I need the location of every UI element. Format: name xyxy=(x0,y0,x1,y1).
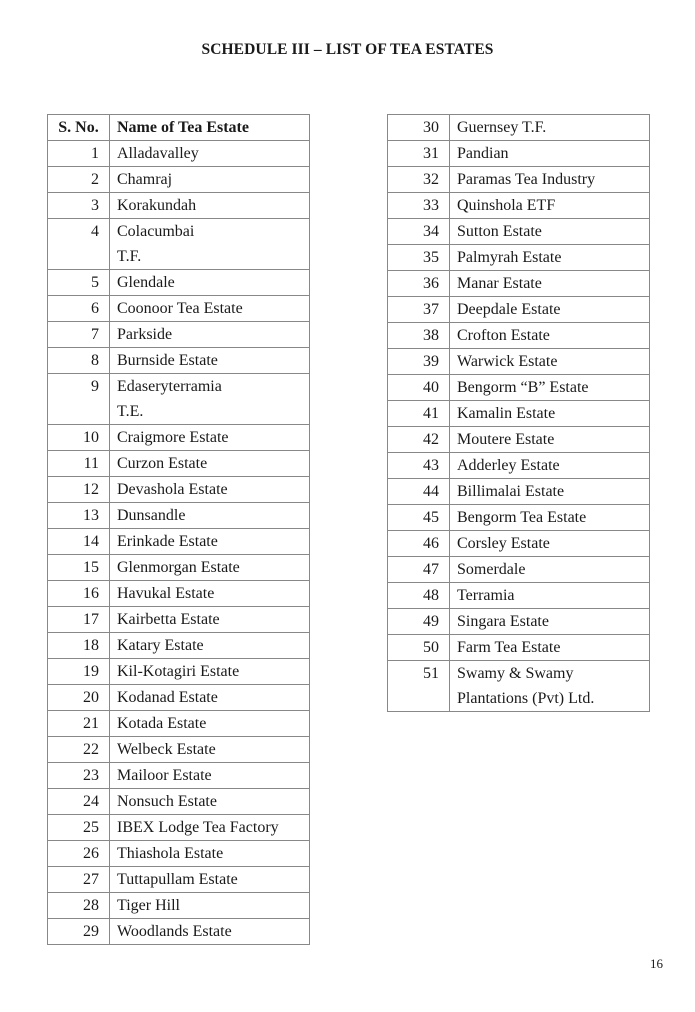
table-row xyxy=(48,789,310,815)
estate-name-cell: Thiashola Estate xyxy=(110,841,310,867)
serial-number-cell: 27 xyxy=(48,867,110,893)
estate-name-cell: Quinshola ETF xyxy=(450,193,650,219)
serial-number-cell: 39 xyxy=(388,349,450,375)
estate-name-cell: Korakundah xyxy=(110,193,310,219)
table-row xyxy=(48,607,310,633)
table-row xyxy=(48,919,310,945)
table-row xyxy=(48,815,310,841)
serial-number-cell: 1 xyxy=(48,141,110,167)
estate-name-cell: Pandian xyxy=(450,141,650,167)
estate-name-cell: Bengorm Tea Estate xyxy=(450,505,650,531)
estate-name-cell: Manar Estate xyxy=(450,271,650,297)
table-row xyxy=(48,893,310,919)
serial-number-cell: 40 xyxy=(388,375,450,401)
serial-number-cell: 28 xyxy=(48,893,110,919)
table-row xyxy=(388,531,650,557)
serial-number-cell: 29 xyxy=(48,919,110,945)
serial-number-cell: 37 xyxy=(388,297,450,323)
table-row xyxy=(48,141,310,167)
page-title: SCHEDULE III – LIST OF TEA ESTATES xyxy=(201,41,494,58)
serial-number-cell: 12 xyxy=(48,477,110,503)
serial-number-cell: 51 xyxy=(388,661,450,712)
serial-number-cell: 17 xyxy=(48,607,110,633)
estate-name-cell: Curzon Estate xyxy=(110,451,310,477)
serial-number-cell: 44 xyxy=(388,479,450,505)
table-row xyxy=(388,583,650,609)
estate-name-cell: Deepdale Estate xyxy=(450,297,650,323)
table-row xyxy=(388,323,650,349)
serial-number-cell: 19 xyxy=(48,659,110,685)
estate-name-cell: Terramia xyxy=(450,583,650,609)
serial-number-cell: 42 xyxy=(388,427,450,453)
serial-number-cell: 50 xyxy=(388,635,450,661)
table-row xyxy=(48,763,310,789)
serial-number-cell: 26 xyxy=(48,841,110,867)
serial-number-cell: 47 xyxy=(388,557,450,583)
table-row xyxy=(48,737,310,763)
table-row xyxy=(388,661,650,712)
serial-number-cell: 49 xyxy=(388,609,450,635)
table-row xyxy=(388,349,650,375)
estate-name-cell: Craigmore Estate xyxy=(110,425,310,451)
table-row xyxy=(48,711,310,737)
serial-number-cell: 45 xyxy=(388,505,450,531)
serial-number-cell: 22 xyxy=(48,737,110,763)
table-row xyxy=(48,322,310,348)
table-row xyxy=(48,374,310,425)
estate-name-cell: Billimalai Estate xyxy=(450,479,650,505)
estate-name-cell: Bengorm “B” Estate xyxy=(450,375,650,401)
table-row xyxy=(388,479,650,505)
table-row xyxy=(388,141,650,167)
table-row xyxy=(48,219,310,270)
serial-number-cell: 30 xyxy=(388,115,450,141)
serial-number-cell: 32 xyxy=(388,167,450,193)
estate-name-cell: Glendale xyxy=(110,270,310,296)
serial-number-cell: 6 xyxy=(48,296,110,322)
table-row xyxy=(48,555,310,581)
estate-name-cell: Sutton Estate xyxy=(450,219,650,245)
table-row xyxy=(388,453,650,479)
estate-name-cell: Somerdale xyxy=(450,557,650,583)
estate-name-cell: Coonoor Tea Estate xyxy=(110,296,310,322)
serial-number-cell: 9 xyxy=(48,374,110,425)
table-row xyxy=(388,271,650,297)
estate-name-cell: Kamalin Estate xyxy=(450,401,650,427)
tea-estates-table-left xyxy=(47,114,310,945)
table-row xyxy=(48,193,310,219)
serial-number-cell: 35 xyxy=(388,245,450,271)
estate-name-cell: Glenmorgan Estate xyxy=(110,555,310,581)
estate-name-cell: Welbeck Estate xyxy=(110,737,310,763)
estate-name-cell: Katary Estate xyxy=(110,633,310,659)
estate-name-cell: Adderley Estate xyxy=(450,453,650,479)
table-row xyxy=(388,505,650,531)
estate-name-cell: Edaseryterramia T.E. xyxy=(110,374,310,425)
table-row xyxy=(388,557,650,583)
page-number: 16 xyxy=(650,956,663,971)
estate-name-cell: Burnside Estate xyxy=(110,348,310,374)
table-row xyxy=(388,115,650,141)
estate-name-cell: Parkside xyxy=(110,322,310,348)
serial-number-cell: 14 xyxy=(48,529,110,555)
table-row xyxy=(388,609,650,635)
serial-number-cell: 36 xyxy=(388,271,450,297)
serial-number-cell: 2 xyxy=(48,167,110,193)
serial-number-cell: 18 xyxy=(48,633,110,659)
serial-number-cell: 41 xyxy=(388,401,450,427)
serial-number-cell: 25 xyxy=(48,815,110,841)
serial-number-cell: 11 xyxy=(48,451,110,477)
table-row xyxy=(48,581,310,607)
table-row xyxy=(388,297,650,323)
estate-name-cell: Kotada Estate xyxy=(110,711,310,737)
estate-name-cell: Nonsuch Estate xyxy=(110,789,310,815)
estate-name-cell: Erinkade Estate xyxy=(110,529,310,555)
serial-number-cell: 5 xyxy=(48,270,110,296)
serial-number-cell: 23 xyxy=(48,763,110,789)
table-row xyxy=(388,219,650,245)
table-row xyxy=(48,296,310,322)
table-row xyxy=(48,529,310,555)
estate-name-cell: Tuttapullam Estate xyxy=(110,867,310,893)
table-row xyxy=(48,659,310,685)
serial-number-cell: 10 xyxy=(48,425,110,451)
estate-name-cell: Warwick Estate xyxy=(450,349,650,375)
serial-number-header: S. No. xyxy=(48,115,110,141)
estate-name-cell: Havukal Estate xyxy=(110,581,310,607)
serial-number-cell: 8 xyxy=(48,348,110,374)
table-row xyxy=(48,685,310,711)
serial-number-cell: 7 xyxy=(48,322,110,348)
table-row xyxy=(388,193,650,219)
estate-name-cell: Singara Estate xyxy=(450,609,650,635)
estate-name-cell: Dunsandle xyxy=(110,503,310,529)
table-row xyxy=(48,451,310,477)
serial-number-cell: 21 xyxy=(48,711,110,737)
estate-name-cell: Farm Tea Estate xyxy=(450,635,650,661)
table-row xyxy=(388,401,650,427)
estate-name-cell: Palmyrah Estate xyxy=(450,245,650,271)
table-header-row xyxy=(48,115,310,141)
table-row xyxy=(48,270,310,296)
serial-number-cell: 3 xyxy=(48,193,110,219)
table-row xyxy=(48,503,310,529)
table-row xyxy=(388,427,650,453)
table-row xyxy=(48,477,310,503)
table-row xyxy=(48,841,310,867)
estate-name-cell: Corsley Estate xyxy=(450,531,650,557)
serial-number-cell: 31 xyxy=(388,141,450,167)
table-row xyxy=(388,245,650,271)
serial-number-cell: 15 xyxy=(48,555,110,581)
estate-name-cell: Crofton Estate xyxy=(450,323,650,349)
serial-number-cell: 46 xyxy=(388,531,450,557)
estate-name-cell: Chamraj xyxy=(110,167,310,193)
table-row xyxy=(388,635,650,661)
estate-name-cell: Tiger Hill xyxy=(110,893,310,919)
serial-number-cell: 33 xyxy=(388,193,450,219)
table-row xyxy=(48,425,310,451)
estate-name-cell: Woodlands Estate xyxy=(110,919,310,945)
serial-number-cell: 34 xyxy=(388,219,450,245)
table-row xyxy=(388,167,650,193)
table-row xyxy=(48,348,310,374)
estate-name-cell: Devashola Estate xyxy=(110,477,310,503)
table-row xyxy=(48,167,310,193)
estate-name-cell: Kairbetta Estate xyxy=(110,607,310,633)
serial-number-cell: 38 xyxy=(388,323,450,349)
table-row xyxy=(48,633,310,659)
estate-name-cell: Kil-Kotagiri Estate xyxy=(110,659,310,685)
estate-name-cell: Moutere Estate xyxy=(450,427,650,453)
estate-name-cell: Alladavalley xyxy=(110,141,310,167)
serial-number-cell: 16 xyxy=(48,581,110,607)
serial-number-cell: 24 xyxy=(48,789,110,815)
estate-name-cell: Swamy & Swamy Plantations (Pvt) Ltd. xyxy=(450,661,650,712)
estate-name-cell: Colacumbai T.F. xyxy=(110,219,310,270)
serial-number-cell: 4 xyxy=(48,219,110,270)
tea-estates-table-right xyxy=(387,114,650,712)
serial-number-cell: 13 xyxy=(48,503,110,529)
serial-number-cell: 20 xyxy=(48,685,110,711)
table-row xyxy=(388,375,650,401)
estate-name-cell: Kodanad Estate xyxy=(110,685,310,711)
serial-number-cell: 48 xyxy=(388,583,450,609)
estate-name-cell: IBEX Lodge Tea Factory xyxy=(110,815,310,841)
estate-name-cell: Mailoor Estate xyxy=(110,763,310,789)
estate-name-cell: Paramas Tea Industry xyxy=(450,167,650,193)
estate-name-header: Name of Tea Estate xyxy=(110,115,310,141)
table-row xyxy=(48,867,310,893)
serial-number-cell: 43 xyxy=(388,453,450,479)
estate-name-cell: Guernsey T.F. xyxy=(450,115,650,141)
